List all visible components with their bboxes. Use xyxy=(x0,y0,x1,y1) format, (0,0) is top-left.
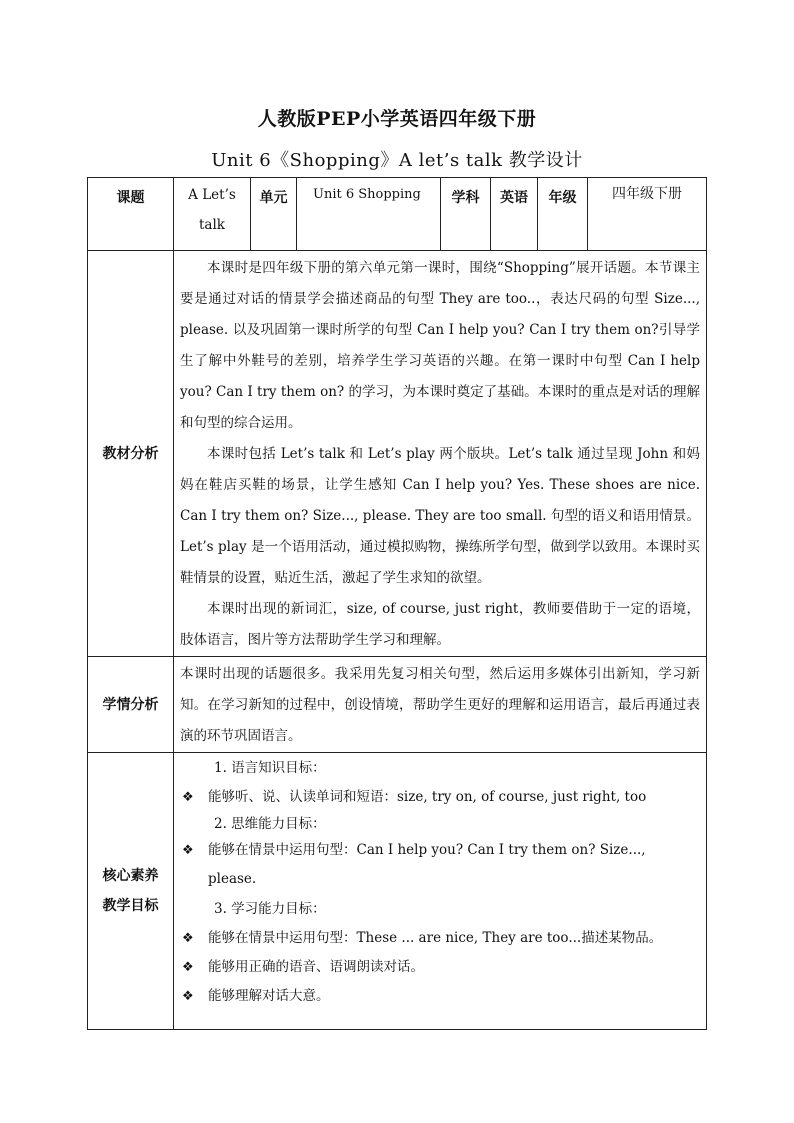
header-row xyxy=(88,178,707,251)
goal-heading-1: 1. 语言知识目标： xyxy=(214,760,326,776)
unit-label: 单元 xyxy=(251,178,297,251)
unit-value: Unit 6 Shopping xyxy=(297,178,441,251)
students-text: 本课时出现的话题很多。我采用先复习相关句型，然后运用多媒体引出新知，学习新知。在学习新知的过程中，创设情境，帮助学生更好的理解和运用语言，最后再通过表演的环节巩固语言。 xyxy=(180,666,700,744)
subject-value: 英语 xyxy=(491,178,538,251)
diamond-bullet-icon: ❖ xyxy=(182,989,194,1004)
topic-label: 课题 xyxy=(88,178,174,251)
grade-value: 四年级下册 xyxy=(588,178,707,251)
lesson-plan-table xyxy=(87,177,707,1030)
topic-value: A Let’s talk xyxy=(174,178,251,251)
diamond-bullet-icon: ❖ xyxy=(182,960,194,975)
diamond-bullet-icon: ❖ xyxy=(182,931,194,946)
document-subtitle: Unit 6《Shopping》A let’s talk 教学设计 xyxy=(211,150,583,171)
students-label: 学情分析 xyxy=(88,657,174,753)
goal-item: ❖ 能够理解对话大意。 xyxy=(174,982,706,1011)
subject-label: 学科 xyxy=(441,178,491,251)
material-content xyxy=(174,251,707,657)
goal-item: ❖ 能够在情景中运用句型：These ... are nice, They are too...描述某物品。 xyxy=(174,924,706,953)
goals-label: 核心素养 教学目标 xyxy=(88,753,174,1030)
diamond-bullet-icon: ❖ xyxy=(182,843,194,858)
goal-item: ❖ 能够用正确的语音、语调朗读对话。 xyxy=(174,953,706,982)
grade-label: 年级 xyxy=(538,178,588,251)
students-row xyxy=(88,657,707,753)
goals-row xyxy=(88,753,707,1030)
goal-heading-3: 3. 学习能力目标： xyxy=(214,901,326,917)
goals-content xyxy=(174,753,707,1030)
diamond-bullet-icon: ❖ xyxy=(182,790,194,805)
material-label: 教材分析 xyxy=(88,251,174,657)
goal-heading-2: 2. 思维能力目标： xyxy=(214,816,326,832)
students-content xyxy=(174,657,707,753)
material-paragraph-3: 本课时出现的新词汇，size, of course, just right，教师要借助于一定的语境，肢体语言，图片等方法帮助学生学习和理解。 xyxy=(180,601,700,648)
material-row xyxy=(88,251,707,657)
goal-item: ❖ 能够在情景中运用句型：Can I help you? Can I try them on? Size..., please. xyxy=(174,836,706,894)
material-paragraph-2: 本课时包括 Let’s talk 和 Let’s play 两个版块。Let’s talk 通过呈现 John 和妈妈在鞋店买鞋的场景，让学生感知 Can I help you? Yes. These shoes are nice. Can I try them on? Size..., please. They are too small. 句型的语义和语用情景。Let’s play 是一个语用活动，通过模拟购物，操练所学句型，做到学以致用。本课时买鞋情景的设置，贴近生活，激起了学生求知的欲望。 xyxy=(180,446,700,586)
goal-item: ❖ 能够听、说、认读单词和短语：size, try on, of course, just right, too xyxy=(174,783,706,812)
document-title: 人教版PEP小学英语四年级下册 xyxy=(257,108,537,130)
material-paragraph-1: 本课时是四年级下册的第六单元第一课时，围绕“Shopping”展开话题。本节课主要是通过对话的情景学会描述商品的句型 They are too..，表达尺码的句型 Size..., please. 以及巩固第一课时所学的句型 Can I help you? Can I try them on?引导学生了解中外鞋号的差别，培养学生学习英语的兴趣。在第一课时中句型 Can I help you? Can I try them on? 的学习，为本课时奠定了基础。本课时的重点是对话的理解和句型的综合运用。 xyxy=(180,260,700,431)
